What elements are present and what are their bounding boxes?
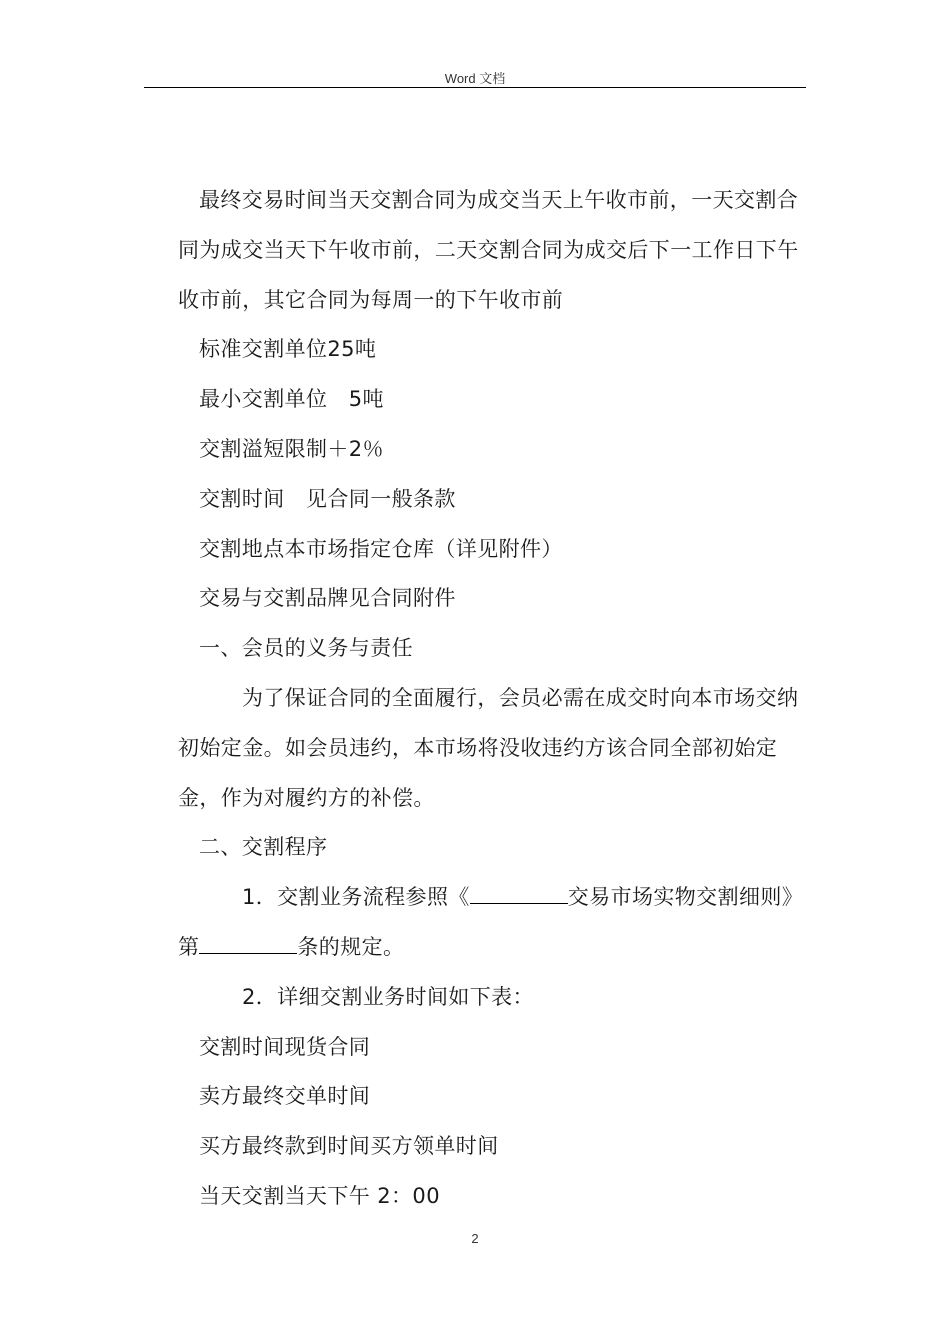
procedure-text-start: 1．交割业务流程参照《	[242, 885, 470, 910]
procedure-text-middle: 交易市场实物交割细则》第	[178, 885, 804, 959]
blank-market-name	[470, 882, 568, 904]
paragraph-tolerance: 交割溢短限制＋2％	[199, 436, 384, 461]
procedure-text-end: 条的规定。	[297, 934, 405, 959]
paragraph-schedule-intro: 2．详细交割业务时间如下表：	[242, 984, 534, 1009]
paragraph-schedule-header: 交割时间现货合同	[199, 1034, 371, 1059]
paragraph-procedure-reference	[178, 873, 806, 973]
page-number: 2	[471, 1231, 479, 1246]
blank-article-number	[199, 932, 297, 954]
paragraph-deposit: 为了保证合同的全面履行，会员必需在成交时向本市场交纳初始定金。如会员违约，本市场将没收违约方该合同全部初始定金，作为对履约方的补偿。	[178, 685, 799, 810]
paragraph-delivery-deadline: 最终交易时间当天交割合同为成交当天上午收市前，一天交割合同为成交当天下午收市前，二天交割合同为成交后下一工作日下午收市前，其它合同为每周一的下午收市前	[178, 188, 799, 312]
header-divider	[144, 87, 806, 88]
paragraph-delivery-location: 交割地点本市场指定仓库（详见附件）	[199, 536, 563, 561]
section-heading-procedure: 二、交割程序	[199, 835, 328, 860]
paragraph-buyer-deadline: 买方最终款到时间买方领单时间	[199, 1134, 499, 1159]
paragraph-standard-unit: 标准交割单位25吨	[199, 337, 377, 362]
document-body	[178, 176, 806, 1222]
paragraph-seller-deadline: 卖方最终交单时间	[199, 1084, 371, 1109]
paragraph-brands: 交易与交割品牌见合同附件	[199, 586, 456, 611]
paragraph-delivery-time: 交割时间 见合同一般条款	[199, 486, 456, 511]
paragraph-same-day: 当天交割当天下午 2：00	[199, 1183, 440, 1208]
paragraph-minimum-unit: 最小交割单位 5吨	[199, 387, 384, 412]
page-header: Word 文档	[444, 71, 506, 86]
section-heading-member-duties: 一、会员的义务与责任	[199, 636, 413, 661]
